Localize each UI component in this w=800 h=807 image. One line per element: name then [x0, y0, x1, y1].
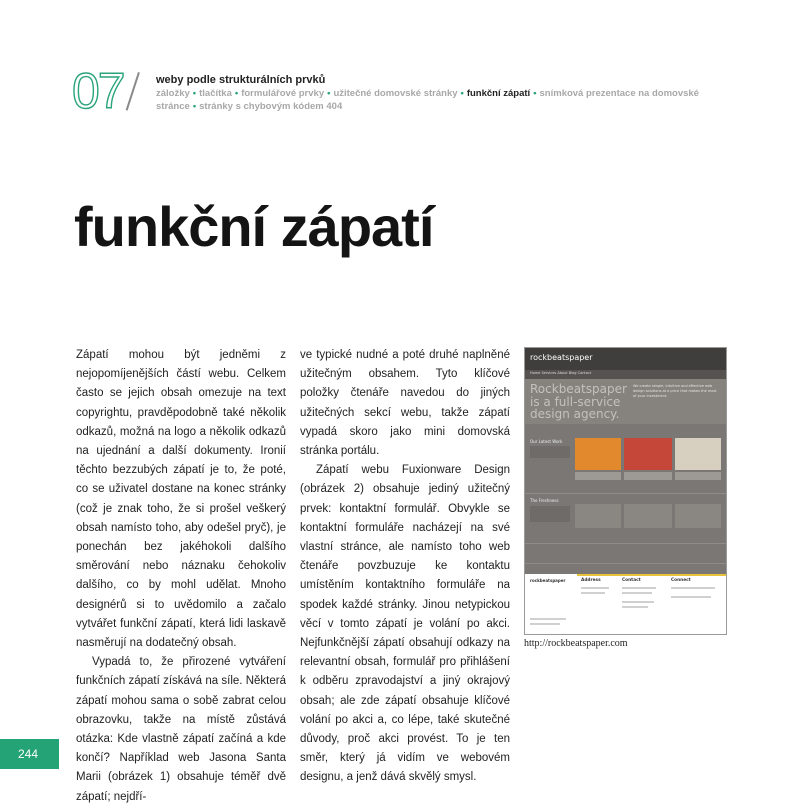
screenshot-divider	[525, 543, 726, 544]
screenshot-divider	[525, 493, 726, 494]
chapter-topics	[156, 87, 716, 113]
screenshot-footer-text	[530, 618, 566, 620]
screenshot-work-caption	[575, 472, 621, 480]
topic-item: záložky	[156, 88, 190, 99]
screenshot-hero-headline: Rockbeatspaper is a full-service design agency.	[530, 382, 627, 421]
screenshot-footer-text	[581, 587, 609, 589]
topic-separator: •	[327, 88, 331, 99]
section-title: funkční zápatí	[74, 195, 434, 258]
topic-item: funkční zápatí	[466, 88, 531, 99]
screenshot-latest-label: Our Latest Work	[530, 439, 563, 444]
topic-separator: •	[192, 101, 197, 112]
paragraph: ve typické nudné a poté druhé naplněné užitečným obsahem. Tyto klíčové položky čtenáře navedou do jiných užitečných sekcí webu, takže zápatí vypadá skoro jako mini domovská stránka portálu.	[300, 349, 510, 458]
text-column-1	[76, 346, 286, 807]
screenshot-work-thumb	[624, 438, 672, 470]
screenshot-footer-text	[581, 592, 605, 594]
screenshot-freshness-label: The Freshness	[530, 498, 559, 503]
screenshot-hero-text: We create simple, intuitive and effective web design solutions at a price that makes the most of your investment.	[633, 384, 717, 398]
screenshot-post	[675, 504, 721, 528]
screenshot-footer-text	[671, 587, 715, 589]
topic-item: snímková prezentace na domovské stránce	[156, 88, 699, 112]
topic-separator: •	[192, 88, 197, 99]
screenshot-footer	[525, 574, 726, 634]
screenshot-work-caption	[675, 472, 721, 480]
chapter-title: weby podle strukturálních prvků	[156, 74, 326, 86]
screenshot-footer-text	[622, 606, 648, 608]
topic-separator: •	[234, 88, 239, 99]
screenshot-logo: rockbeatspaper	[530, 353, 593, 362]
screenshot-divider	[525, 563, 726, 564]
screenshot-footer-heading: Address	[581, 578, 601, 583]
paragraph: Vypadá to, že přirozené vytváření funkčních zápatí získává na síle. Některá zápatí mohou sama o sobě zabrat celou obrazovku, takže na místě zůstává otázka: Kde vlastně zápatí začíná a kde končí? Například web Jasona Santa Marii (obrázek 1) obsahuje téměř dvě zápatí; nejdří-	[76, 656, 286, 803]
screenshot-footer-heading: Contact	[622, 578, 641, 583]
paragraph: Zápatí mohou být jedněmi z nejopomíjenějších částí webu. Celkem často se jejich obsah omezuje na text copyrightu, pravděpodobně také několik odkazů, možná na logo a několik odkazů na ujednání a další dokumenty. Ironií těchto bezzubých zápatí je to, že poté, co se uživatel dostane na konec stránky (což je znak toho, že si prošel veškerý obsah namísto toho, aby odešel pryč), je ponechán bez jakéhokoli dalšího směrování nebo náznaku čehokoliv dalšího, co by mohl udělat. Mnoho designérů si to uvědomilo a začalo vytvářet funkční zápatí, která lidi laskavě nasměrují na dodatečný obsah.	[76, 349, 286, 650]
screenshot-footer-text	[530, 623, 560, 625]
screenshot-text-block	[530, 446, 570, 458]
screenshot-nav	[525, 370, 726, 379]
screenshot-post	[624, 504, 672, 528]
screenshot-footer-text	[622, 601, 654, 603]
screenshot-footer-heading: Connect	[671, 578, 691, 583]
page-number: 244	[18, 747, 39, 761]
website-screenshot	[524, 347, 727, 635]
screenshot-footer-logo: rockbeatspaper	[530, 578, 566, 583]
screenshot-hero	[525, 379, 726, 424]
screenshot-header	[525, 348, 726, 370]
screenshot-footer-accent	[577, 574, 726, 576]
topic-separator: •	[533, 88, 537, 99]
text-column-2	[300, 346, 510, 788]
topic-item: stránky s chybovým kódem 404	[199, 101, 343, 112]
screenshot-text-block	[530, 506, 570, 522]
screenshot-nav-text: Home Services About Blog Contact	[530, 371, 592, 375]
topic-separator: •	[460, 88, 464, 99]
figure-caption: http://rockbeatspaper.com	[524, 638, 628, 649]
screenshot-work-thumb	[575, 438, 621, 470]
page-number-tab	[0, 739, 59, 769]
screenshot-footer-text	[671, 596, 711, 598]
topic-item: užitečné domovské stránky	[333, 88, 458, 99]
paragraph: Zápatí webu Fuxionware Design (obrázek 2) obsahuje jediný užitečný prvek: kontaktní formulář. Obvykle se kontaktní formuláře nacházejí na své vlastní stránce, ale namísto toho web čtenáře povzbuzuje ke kontaktu umístěním kontaktního formuláře na spodek každé stránky. Jinou netypickou věcí v tomto zápatí je volání po akci. Nejfunkčnější zápatí obsahují odkazy na relevantní obsah, formulář pro přihlášení k odběru zpravodajství a jiný okrajový obsah; ale zde zápatí obsahuje klíčové volání po akci a, co lépe, také skutečné důvody, proč akci provést. To je ten směr, který já vidím ve webovém designu, a jenž dává skvělý smysl.	[300, 464, 510, 784]
screenshot-work-caption	[624, 472, 672, 480]
chapter-divider	[126, 72, 140, 111]
chapter-number: 07	[72, 63, 124, 119]
topic-item: formulářové prvky	[241, 88, 325, 99]
screenshot-footer-text	[622, 592, 652, 594]
screenshot-work-thumb	[675, 438, 721, 470]
screenshot-post	[575, 504, 621, 528]
screenshot-footer-text	[622, 587, 656, 589]
topic-item: tlačítka	[199, 88, 232, 99]
